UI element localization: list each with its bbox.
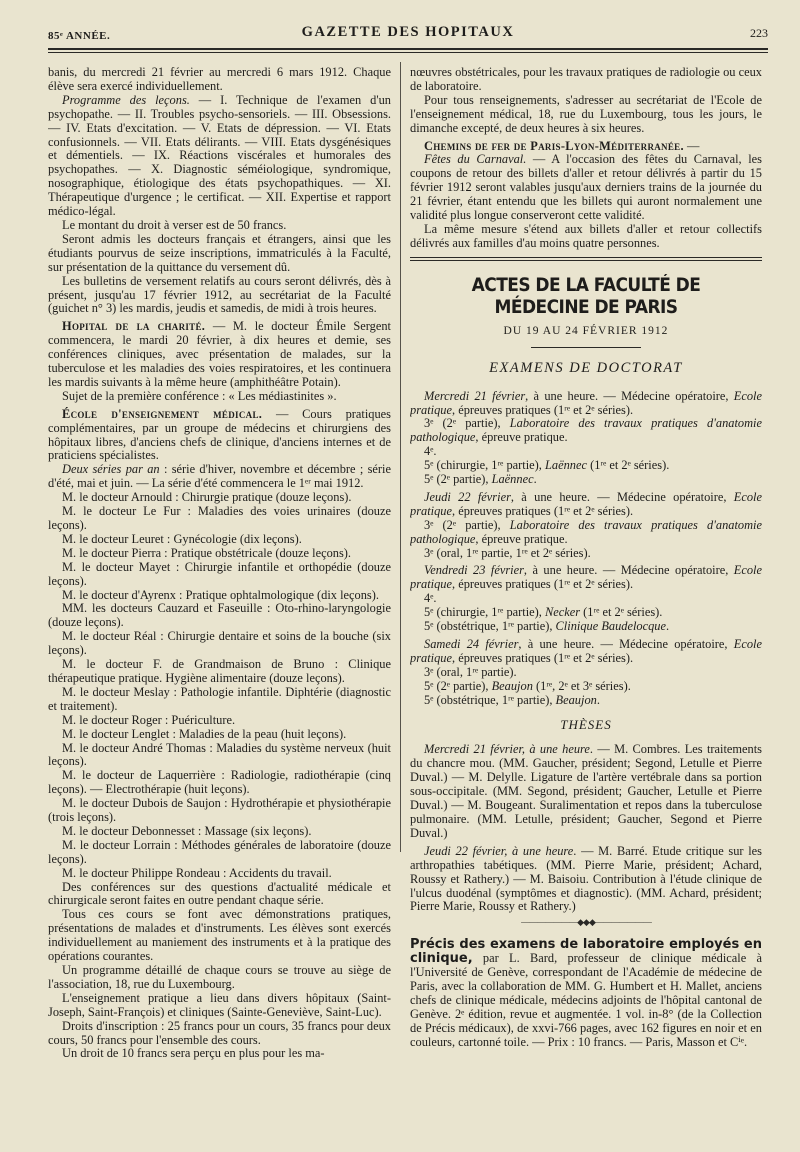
paragraph-text: — Cours pratiques complémentaires, par un groupe de médecins et chirurgiens des hôpitaux libres, d'anciens chefs de clinique, d'anciens internes et de praticiens spécialistes. bbox=[48, 406, 391, 463]
page-number: 223 bbox=[750, 26, 768, 40]
paragraph bbox=[48, 908, 391, 964]
paragraph-text: Un droit de 10 francs sera perçu en plus pour les ma- bbox=[62, 1046, 325, 1061]
paragraph-text: (1ʳᵉ et 2ᵉ séries). bbox=[580, 605, 663, 620]
paragraph bbox=[48, 742, 391, 770]
header-rule bbox=[48, 48, 768, 53]
examens-title: EXAMENS DE DOCTORAT bbox=[489, 359, 683, 376]
paragraph-text: Les bulletins de versement relatifs au cours seront délivrés, dès à présent, jusqu'au 17 février 1912, au secrétariat de la Faculté (guichet n° 3) les mardis, jeudis et samedis, de midi à trois heures. bbox=[48, 273, 391, 316]
exam-entry bbox=[410, 519, 762, 547]
paragraph bbox=[48, 94, 391, 219]
paragraph-text: M. le docteur Meslay : Pathologie infantile. Diphtérie (diagnostic et traitement). bbox=[48, 684, 391, 713]
paragraph-text: , épreuves pratiques (1ʳᵉ et 2ᵉ séries). bbox=[452, 402, 634, 417]
paragraph-text: , à une heure. — Médecine opératoire, bbox=[518, 637, 734, 651]
ornament-divider: ———————◆◆◆——————— bbox=[521, 917, 651, 928]
paragraph-text: M. le docteur de Laquerrière : Radiologie, radiothérapie (cinq leçons). — Electrothérapie (huit leçons). bbox=[48, 768, 391, 797]
precis-text: par L. Bard, professeur de clinique médicale à l'Université de Genève, correspondant de l'Académie de médecine de Paris, avec la collaboration de MM. G. Humbert et H. Mallet, anciens chefs de clinique médicale, médecins adjoints de l'hôpital cantonal de Genève. 2ᵉ édition, revue et augmentée. 1 vol. in-8° (de la Collection de Précis médicaux), de xxvi-766 pages, avec 162 figures en noir et en couleurs, cartonné toile. — Prix : 10 francs. — Paris, Masson et Cⁱᵉ. bbox=[410, 951, 762, 1049]
italic-lead: Jeudi 22 février bbox=[424, 489, 511, 504]
paragraph-text: nœuvres obstétricales, pour les travaux pratiques de radiologie ou ceux de laboratoire. bbox=[410, 66, 762, 93]
paragraph bbox=[48, 1047, 391, 1061]
paragraph bbox=[48, 561, 391, 589]
paragraph bbox=[48, 66, 391, 94]
paragraph-text: M. le docteur Dubois de Saujon : Hydrothérapie et physiothérapie (trois leçons). bbox=[48, 796, 391, 825]
paragraph bbox=[48, 602, 391, 630]
paragraph-text: M. le docteur Lorrain : Méthodes générales de laboratoire (douze leçons). bbox=[48, 837, 391, 866]
theses-list bbox=[410, 743, 762, 914]
paragraph-text: M. le docteur Leuret : Gynécologie (dix leçons). bbox=[62, 531, 302, 546]
paragraph-text: M. le docteur Philippe Rondeau : Accidents du travail. bbox=[62, 865, 332, 880]
paragraph-text: (1ʳᵉ et 2ᵉ séries). bbox=[586, 458, 670, 473]
paragraph-text: M. le docteur Debonnesset : Massage (six leçons). bbox=[62, 823, 312, 838]
paragraph-text: Tous ces cours se font avec démonstrations pratiques, présentations de malades et d'instruments. Les élèves sont exercés individuellement au maniement des instruments et à la pratique des opérations courantes. bbox=[48, 907, 391, 964]
italic-place: Ecole pratique bbox=[410, 489, 762, 518]
italic-lead: Fêtes du Carnaval. bbox=[424, 152, 527, 167]
paragraph-text: M. le docteur Le Fur : Maladies des voies urinaires (douze leçons). bbox=[48, 504, 391, 532]
italic-place: Beaujon bbox=[491, 678, 533, 693]
exam-entry bbox=[410, 680, 762, 694]
paragraph-text: 4ᵉ. bbox=[424, 444, 437, 459]
paragraph bbox=[48, 728, 391, 742]
paragraph bbox=[410, 140, 762, 154]
paragraph-text: banis, du mercredi 21 février au mercredi 6 mars 1912. Chaque élève sera exercé individuellement. bbox=[48, 66, 391, 93]
theses-title: THÈSES bbox=[560, 716, 612, 732]
paragraph-text: — bbox=[683, 138, 700, 153]
precis-title: Précis des examens de laboratoire employés en clinique, bbox=[410, 937, 762, 967]
paragraph bbox=[48, 275, 391, 317]
exam-entry bbox=[410, 666, 762, 680]
paragraph-text: . bbox=[533, 472, 537, 487]
paragraph-text: 5ᵉ (2ᵉ partie), bbox=[424, 472, 492, 487]
paragraph-text: M. le docteur Arnould : Chirurgie pratique (douze leçons). bbox=[62, 490, 352, 505]
paragraph bbox=[48, 769, 391, 797]
paragraph-text: Seront admis les docteurs français et étrangers, ainsi que les étudiants pourvus de seize inscriptions, immatriculés à la Faculté, sur présentation de la quittance du versement dû. bbox=[48, 231, 391, 274]
paragraph bbox=[410, 153, 762, 223]
italic-lead: Vendredi 23 février bbox=[424, 563, 524, 578]
paragraph bbox=[48, 839, 391, 867]
paragraph-text: , épreuves pratiques (1ʳᵉ et 2ᵉ séries). bbox=[452, 577, 634, 592]
italic-place: Laboratoire des travaux pratiques d'anatomie pathologique bbox=[410, 416, 762, 445]
paragraph-text: Un programme détaillé de chaque cours se trouve au siège de l'association, 18, rue du Luxembourg. bbox=[48, 963, 391, 991]
exam-entry bbox=[410, 694, 762, 708]
paragraph bbox=[410, 94, 762, 136]
paragraph-text: 3ᵉ (oral, 1ʳᵉ partie). bbox=[424, 664, 517, 679]
paragraph-text: . bbox=[666, 619, 670, 634]
paragraph-text: M. le docteur Réal : Chirurgie dentaire et soins de la bouche (six leçons). bbox=[48, 629, 391, 658]
exam-entry bbox=[410, 606, 762, 620]
examens-list bbox=[410, 390, 762, 708]
paragraph bbox=[410, 66, 762, 94]
italic-lead: Mercredi 21 février, à une heure bbox=[424, 742, 590, 757]
paragraph bbox=[48, 630, 391, 658]
italic-place: Clinique Baudelocque bbox=[555, 619, 667, 634]
paragraph-text: M. le docteur F. de Grandmaison de Bruno : Clinique thérapeutique pratique. Hygiène alimentaire (douze leçons). bbox=[48, 657, 391, 685]
exam-entry bbox=[410, 491, 762, 519]
italic-lead: Deux séries par an bbox=[62, 462, 160, 477]
italic-place: Beaujon bbox=[555, 692, 597, 707]
paragraph-text: , épreuve pratique. bbox=[475, 430, 568, 445]
paragraph-text: . — M. Barré. Etude critique sur les arthropathies tabétiques. (MM. Pierre Marie, président; Achard, Roussy et Rathery.) — M. Baisoiu. Contribution à l'étude clinique de l'ulcus duodénal (symptômes et diagnostic). (MM. Achard, président; Pierre Marie, Roussy et Rathery.) bbox=[410, 843, 762, 914]
paragraph bbox=[48, 589, 391, 603]
paragraph bbox=[48, 408, 391, 464]
paragraph bbox=[48, 658, 391, 686]
exam-entry bbox=[410, 459, 762, 473]
subtitle-rule bbox=[531, 347, 641, 348]
paragraph-text: , à une heure. — Médecine opératoire, bbox=[525, 388, 734, 403]
italic-place: Necker bbox=[544, 605, 581, 620]
paragraph-text: , épreuve pratique. bbox=[475, 531, 568, 546]
paragraph-text: M. le docteur Pierra : Pratique obstétricale (douze leçons). bbox=[62, 545, 352, 560]
paragraph-text: M. le docteur Lenglet : Maladies de la peau (huit leçons). bbox=[62, 726, 347, 741]
section-heading: Chemins de fer de Paris-Lyon-Méditerranée. bbox=[424, 138, 684, 153]
italic-place: Ecole pratique bbox=[410, 563, 762, 592]
paragraph bbox=[48, 964, 391, 992]
paragraph-text: MM. les docteurs Cauzard et Faseuille : Oto-rhino-laryngologie (douze leçons). bbox=[48, 601, 391, 630]
actes-subtitle: DU 19 AU 24 FÉVRIER 1912 bbox=[503, 324, 669, 337]
section-heading: École d'enseignement médical. bbox=[62, 406, 263, 421]
paragraph-text: , épreuves pratiques (1ʳᵉ et 2ᵉ séries). bbox=[452, 650, 634, 665]
italic-lead: Jeudi 22 février, à une heure bbox=[424, 843, 574, 858]
paragraph-text: M. le docteur d'Ayrenx : Pratique ophtalmologique (dix leçons). bbox=[62, 587, 379, 602]
paragraph-text: Le montant du droit à verser est de 50 francs. bbox=[62, 217, 287, 232]
right-column bbox=[410, 66, 762, 1142]
paragraph bbox=[48, 233, 391, 275]
paragraph bbox=[48, 825, 391, 839]
paragraph-text: M. le docteur Roger : Puériculture. bbox=[62, 712, 236, 727]
paragraph-text: Des conférences sur des questions d'actualité médicale et chirurgicale seront faites en outre pendant chaque série. bbox=[48, 879, 391, 908]
paragraph bbox=[48, 867, 391, 881]
italic-lead: Samedi 24 février bbox=[424, 637, 519, 651]
paragraph-text: . bbox=[596, 692, 600, 707]
paragraph bbox=[48, 463, 391, 491]
paragraph-text: 5ᵉ (chirurgie, 1ʳᵉ partie), bbox=[424, 605, 545, 620]
paragraph-text: , à une heure. — Médecine opératoire, bbox=[510, 489, 734, 504]
these-entry bbox=[410, 845, 762, 915]
paragraph bbox=[48, 881, 391, 909]
section-heading: Hopital de la charité. bbox=[62, 319, 206, 334]
italic-place: Ecole pratique bbox=[410, 637, 762, 665]
paragraph-text: 3ᵉ (2ᵉ partie), bbox=[424, 517, 510, 532]
exam-entry bbox=[410, 592, 762, 606]
paragraph bbox=[48, 992, 391, 1020]
paragraph bbox=[48, 1020, 391, 1048]
journal-title: GAZETTE DES HOPITAUX bbox=[301, 24, 515, 40]
paragraph-text: Sujet de la première conférence : « Les médiastinites ». bbox=[62, 388, 337, 403]
paragraph-text: 5ᵉ (obstétrique, 1ʳᵉ partie), bbox=[424, 692, 556, 707]
precis-notice bbox=[410, 938, 762, 1049]
paragraph-text: La même mesure s'étend aux billets d'aller et retour collectifs délivrés aux familles d'au moins quatre personnes. bbox=[410, 221, 762, 250]
italic-lead: Programme des leçons. bbox=[62, 92, 190, 107]
left-column bbox=[48, 66, 391, 1142]
right-top-notices bbox=[410, 66, 762, 251]
exam-entry bbox=[410, 473, 762, 487]
exam-entry bbox=[410, 547, 762, 561]
actes-title: ACTES DE LA FACULTÉ DE MÉDECINE DE PARIS bbox=[471, 274, 701, 318]
paragraph-text: — I. Technique de l'examen d'un psychopathe. — II. Troubles psycho-sensoriels. — III. Obsessions. — IV. Etats d'excitation. — V. Etats de dépression. — VI. Etats confusionnels. — VII. Etats délirants. — VIII. Etats dysgénésiques et démentiels. — IX. Réactions viscérales et humorales des psychopathes. — X. Diagnostic séméiologique, syndromique, nosographique, étiologique des états psychopathiques. — XI. Thérapeutique d'urgence ; le certificat. — XII. Expertise et rapport médico-légal. bbox=[48, 92, 391, 219]
paragraph-text: (1ʳᵉ, 2ᵉ et 3ᵉ séries). bbox=[532, 678, 631, 693]
italic-place: Ecole pratique bbox=[410, 388, 762, 417]
paragraph-text: 5ᵉ (obstétrique, 1ʳᵉ partie), bbox=[424, 619, 556, 634]
exam-entry bbox=[410, 417, 762, 445]
paragraph bbox=[48, 797, 391, 825]
paragraph-text: M. le docteur André Thomas : Maladies du système nerveux (huit leçons). bbox=[48, 740, 391, 769]
paragraph-text: Pour tous renseignements, s'adresser au secrétariat de l'Ecole de l'enseignement médical, 18, rue du Luxembourg, tous les jours, le dimanche excepté, de deux heures à six heures. bbox=[410, 92, 762, 135]
paragraph-text: — A l'occasion des fêtes du Carnaval, les coupons de retour des billets d'aller et retour délivrés à partir du 15 février 1912 seront valables jusqu'aux derniers trains de la journée du 21 février, étant entendu que les billets qui auront normalement une validité plus longue conserveront cette validité. bbox=[410, 152, 762, 223]
paragraph bbox=[48, 491, 391, 505]
paragraph bbox=[48, 320, 391, 390]
italic-place: Laënnec bbox=[491, 472, 534, 487]
paragraph bbox=[48, 219, 391, 233]
paragraph bbox=[410, 223, 762, 251]
paragraph-text: 3ᵉ (2ᵉ partie), bbox=[424, 416, 510, 431]
paragraph bbox=[48, 547, 391, 561]
section-rule bbox=[410, 257, 762, 261]
paragraph bbox=[48, 686, 391, 714]
exam-entry bbox=[410, 620, 762, 634]
paragraph-text: 5ᵉ (chirurgie, 1ʳᵉ partie), bbox=[424, 458, 545, 473]
exam-entry bbox=[410, 390, 762, 418]
paragraph-text: . — M. Combres. Les traitements du chancre mou. (MM. Gaucher, président; Segond, Letulle et Pierre Duval.) — M. Delylle. Ligature de l'artère vertébrale dans sa portion sous-occipitale. (MM. Segond, président; Gaucher, Letulle et Pierre Duval.) — M. Bougeant. Suralimentation et repos dans la tuberculose pulmonaire. (MM. Letulle, président; Gaucher, Segond et Pierre Duval.) bbox=[410, 742, 762, 840]
italic-place: Laënnec bbox=[544, 458, 587, 473]
paragraph-text: , à une heure. — Médecine opératoire, bbox=[523, 563, 734, 578]
exam-entry bbox=[410, 564, 762, 592]
paragraph bbox=[48, 714, 391, 728]
paragraph-text: , épreuves pratiques (1ʳᵉ et 2ᵉ séries). bbox=[452, 503, 634, 518]
paragraph bbox=[48, 505, 391, 533]
paragraph-text: 3ᵉ (oral, 1ʳᵉ partie, 1ʳᵉ et 2ᵉ séries). bbox=[424, 545, 591, 560]
issue-number: 85ᵉ ANNÉE. bbox=[48, 30, 111, 42]
italic-lead: Mercredi 21 février bbox=[424, 388, 526, 403]
paragraph-text: Droits d'inscription : 25 francs pour un cours, 35 francs pour deux cours, 50 francs pour l'ensemble des cours. bbox=[48, 1018, 391, 1047]
paragraph-text: M. le docteur Mayet : Chirurgie infantile et orthopédie (douze leçons). bbox=[48, 559, 391, 588]
exam-entry bbox=[410, 638, 762, 666]
paragraph-text: 4ᵉ. bbox=[424, 591, 437, 606]
paragraph bbox=[48, 390, 391, 404]
paragraph-text: L'enseignement pratique a lieu dans divers hôpitaux (Saint-Joseph, Saint-François) et cliniques (Sainte-Geneviève, Saint-Luc). bbox=[48, 990, 391, 1019]
column-divider bbox=[400, 62, 401, 852]
italic-place: Laboratoire des travaux pratiques d'anatomie pathologique bbox=[410, 517, 762, 546]
these-entry bbox=[410, 743, 762, 840]
page-header bbox=[48, 24, 768, 46]
paragraph bbox=[48, 533, 391, 547]
paragraph-text: — M. le docteur Émile Sergent commencera, le mardi 20 février, à dix heures et demie, ses conférences cliniques, avec présentation de malades, sur la tuberculose et les maladies des voies respiratoires, et les continuera les mardis suivants à la même heure (amphithéâtre Potain). bbox=[48, 319, 391, 389]
exam-entry bbox=[410, 445, 762, 459]
paragraph-text: : série d'hiver, novembre et décembre ; série d'été, mai et juin. — La série d'été commencera le 1ᵉʳ mai 1912. bbox=[48, 462, 391, 491]
paragraph-text: 5ᵉ (2ᵉ partie), bbox=[424, 678, 492, 693]
